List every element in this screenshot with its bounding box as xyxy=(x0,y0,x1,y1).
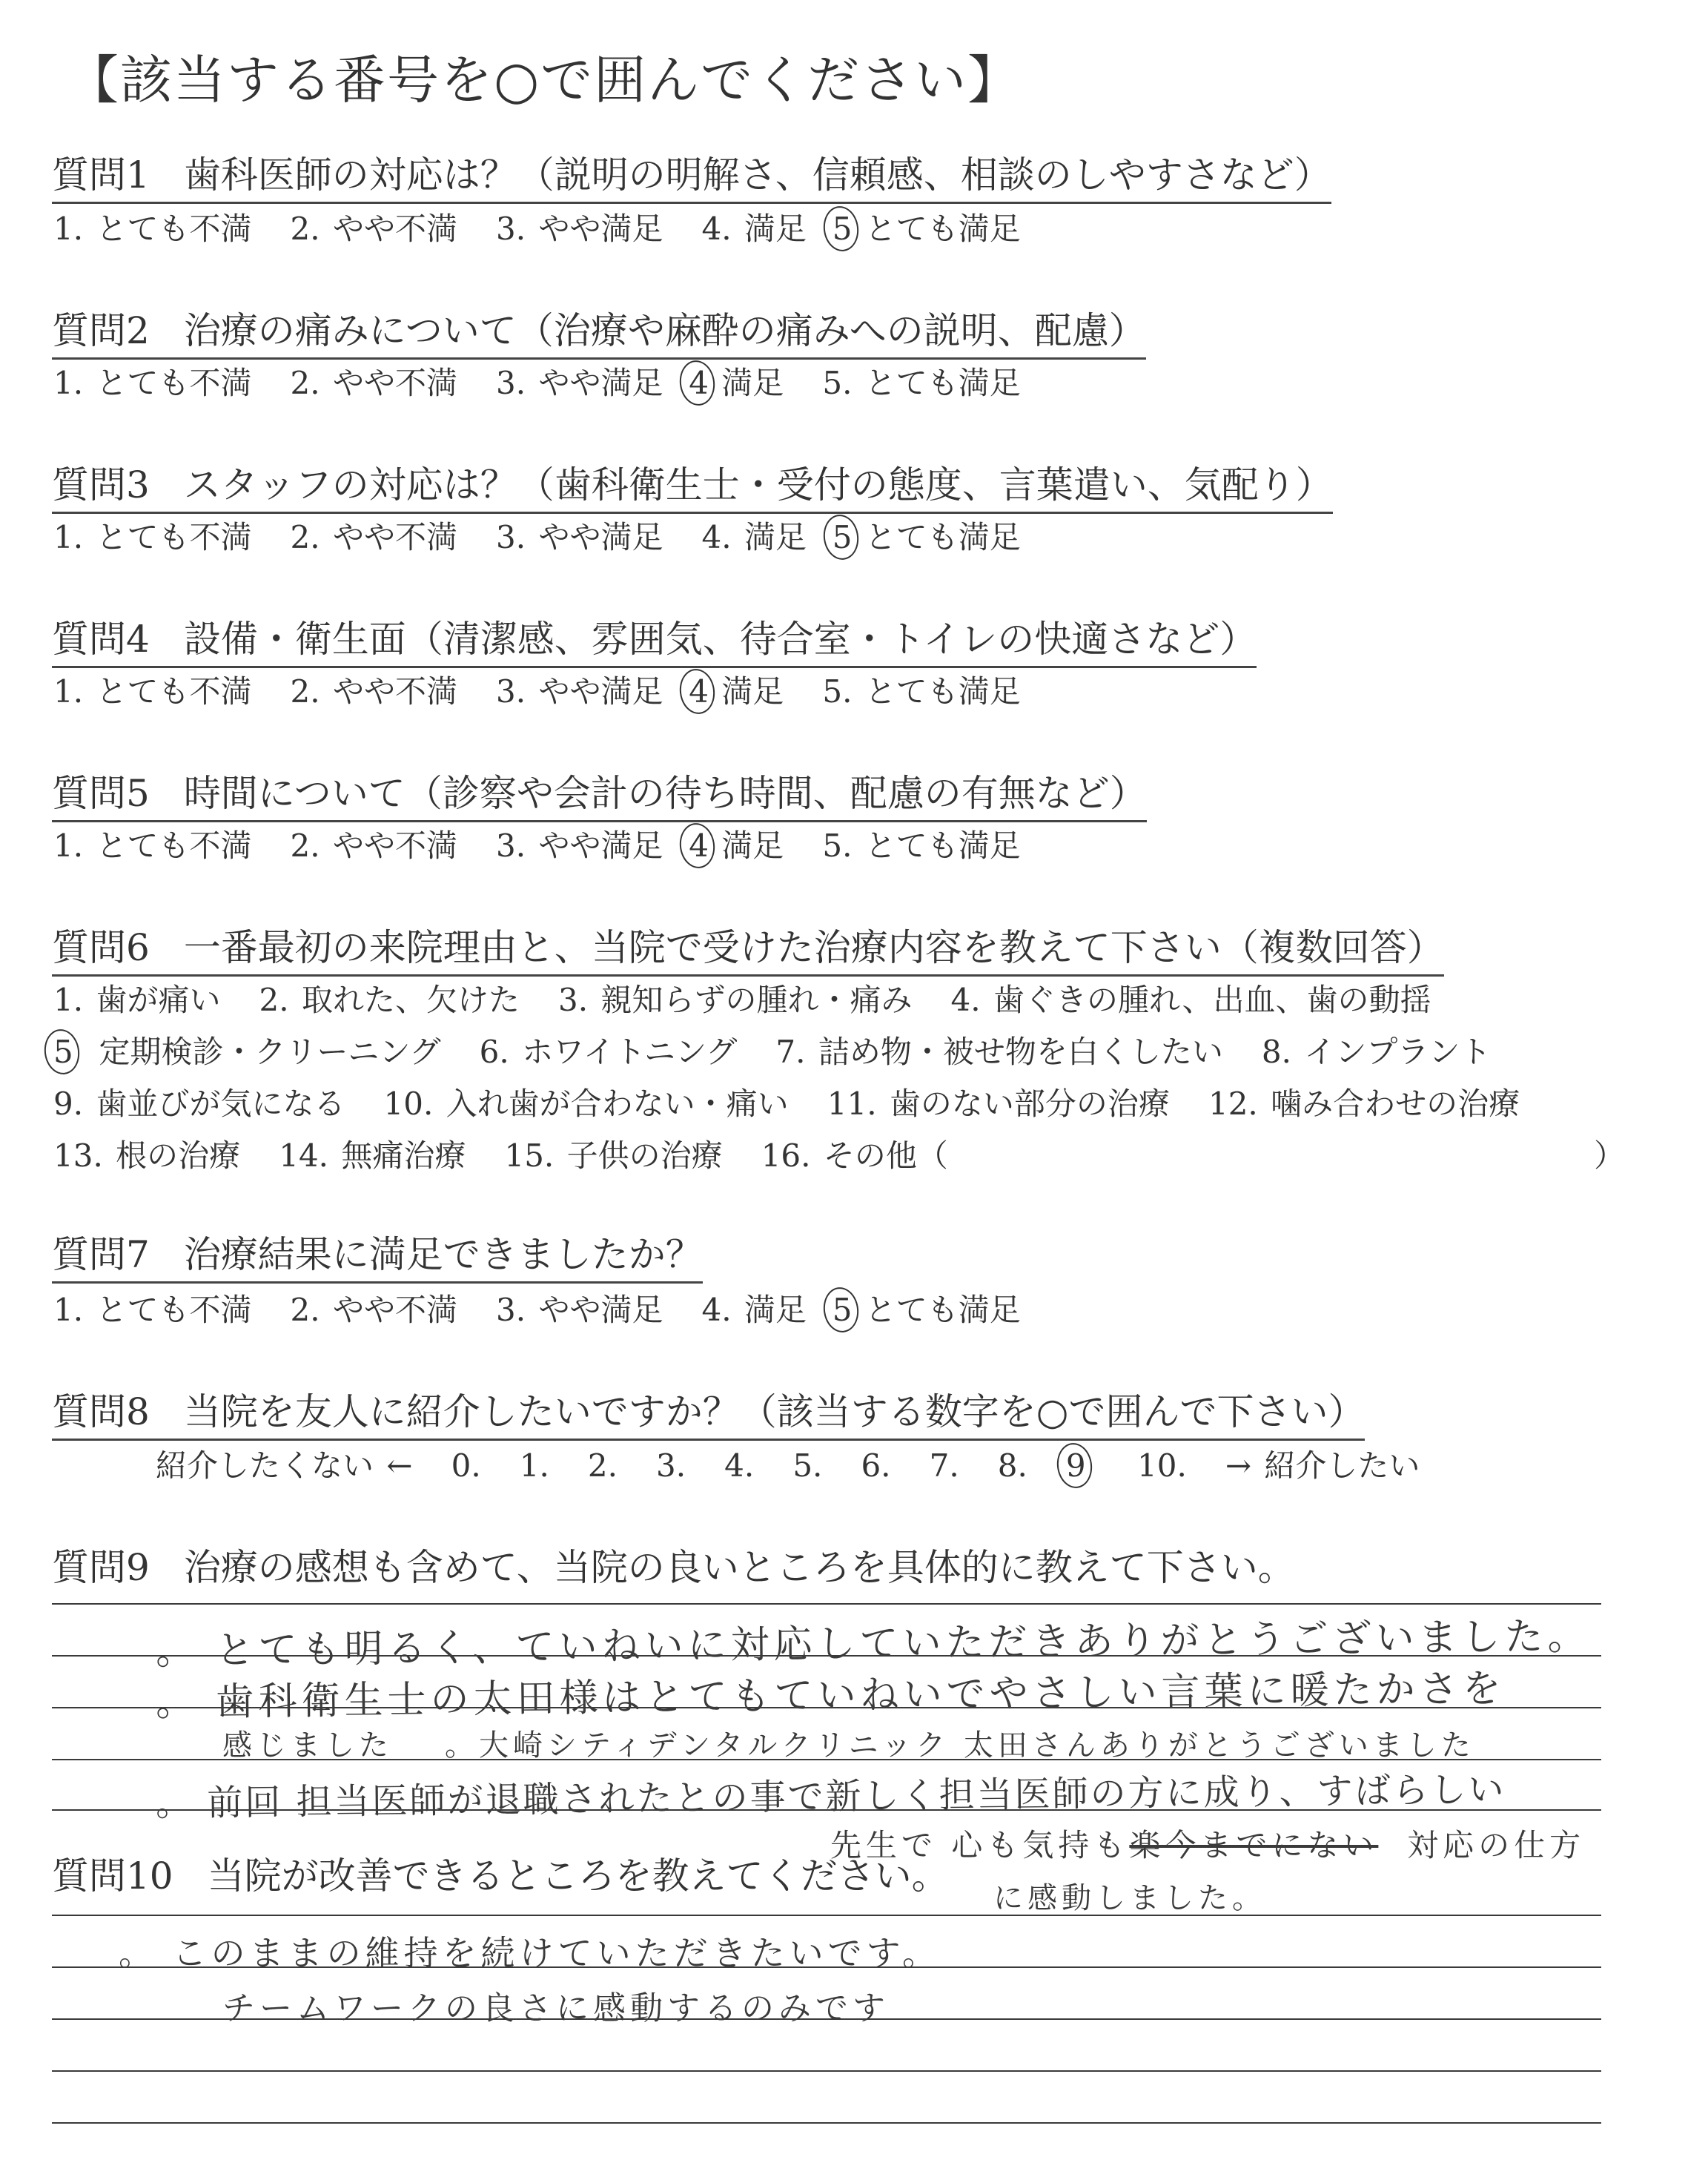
question-text: 治療の痛みについて（治療や麻酔の痛みへの説明、配慮） xyxy=(183,309,1146,352)
handwritten-answer-line: 。 歯科衛生士の太田様はとてもていねいでやさしい言葉に暖たかさを xyxy=(155,1666,1506,1725)
question-7 xyxy=(52,1225,703,1284)
answer-line xyxy=(52,1915,1601,1916)
answer-line xyxy=(52,1603,1601,1605)
q6-options-row-1: 1. 歯が痛い 2. 取れた、欠けた 3. 親知らずの腫れ・痛み 4. 歯ぐきの腫れ、出血、歯の動揺 xyxy=(53,982,1431,1018)
q6-paren-close: ） xyxy=(1594,1137,1626,1174)
question-number: 質問3 xyxy=(52,463,150,506)
question-text: 治療の感想も含めて、当院の良いところを具体的に教えて下さい。 xyxy=(183,1546,1295,1589)
question-number: 質問8 xyxy=(52,1390,150,1433)
q1-options: 1. とても不満 2. やや不満 3. やや満足 4. 満足 5 とても満足 xyxy=(53,211,1021,247)
question-number: 質問6 xyxy=(52,926,150,969)
answer-line xyxy=(52,2070,1601,2072)
handwritten-answer-line: 。 このままの維持を続けていただきたいです。 xyxy=(119,1933,941,1973)
q6-options-row-3: 9. 歯並びが気になる 10. 入れ歯が合わない・痛い 11. 歯のない部分の治療 12. 噛み合わせの治療 xyxy=(53,1086,1520,1122)
handwritten-answer-line: 。大崎シティデンタルクリニック 太田さんありがとうございました xyxy=(445,1728,1475,1763)
handwritten-answer-line: 先生で 心も気持も楽今までにない 対応の仕方 xyxy=(830,1827,1586,1863)
question-text: 一番最初の来院理由と、当院で受けた治療内容を教えて下さい（複数回答） xyxy=(183,926,1444,969)
question-number: 質問1 xyxy=(52,153,150,196)
q7-options: 1. とても不満 2. やや不満 3. やや満足 4. 満足 5 とても満足 xyxy=(53,1292,1021,1328)
question-text: 設備・衛生面（清潔感、雰囲気、待合室・トイレの快適さなど） xyxy=(183,618,1257,661)
question-4 xyxy=(52,610,1257,668)
question-text: スタッフの対応は？（歯科衛生士・受付の態度、言葉遣い、気配り） xyxy=(183,463,1333,506)
answer-line xyxy=(52,2122,1601,2124)
q6-options-row-2: 5 定期検診・クリーニング 6. ホワイトニング 7. 詰め物・被せ物を白くしたい 8. インプラント xyxy=(53,1034,1492,1070)
question-text: 時間について（診察や会計の待ち時間、配慮の有無など） xyxy=(183,772,1147,815)
q5-options: 1. とても不満 2. やや不満 3. やや満足 4 満足 5. とても満足 xyxy=(53,828,1021,864)
q3-options: 1. とても不満 2. やや不満 3. やや満足 4. 満足 5 とても満足 xyxy=(53,519,1021,555)
circled-answer[interactable]: 4 xyxy=(689,673,709,710)
circled-answer[interactable]: 5 xyxy=(832,1292,853,1328)
question-2 xyxy=(52,301,1146,360)
q2-options: 1. とても不満 2. やや不満 3. やや満足 4 満足 5. とても満足 xyxy=(53,365,1021,401)
circled-answer[interactable]: 4 xyxy=(689,365,709,401)
circled-answer[interactable]: 9 xyxy=(1065,1447,1086,1484)
q6-options-row-4: 13. 根の治療 14. 無痛治療 15. 子供の治療 16. その他（ xyxy=(53,1137,948,1174)
question-text: 歯科医師の対応は？（説明の明解さ、信頼感、相談のしやすさなど） xyxy=(183,153,1331,196)
q8-scale: 紹介したくない ← 0. 1. 2. 3. 4. 5. 6. 7. 8. 9 10. → 紹介したい xyxy=(156,1447,1420,1484)
question-number: 質問5 xyxy=(52,772,150,815)
question-3 xyxy=(52,455,1333,514)
question-text: 当院を友人に紹介したいですか？（該当する数字を○で囲んで下さい） xyxy=(183,1390,1366,1433)
circled-answer[interactable]: 4 xyxy=(689,828,709,864)
question-5 xyxy=(52,764,1147,822)
question-number: 質問10 xyxy=(52,1855,173,1898)
question-1 xyxy=(52,145,1331,204)
handwritten-answer-line: チームワークの良さに感動するのみです xyxy=(222,1989,890,2027)
question-number: 質問9 xyxy=(52,1546,150,1589)
question-9 xyxy=(52,1538,1295,1594)
question-text: 治療結果に満足できましたか？ xyxy=(183,1233,703,1276)
handwritten-answer-line: 。 前回 担当医師が退職されたとの事で新しく担当医師の方に成り、すばらしい xyxy=(155,1768,1506,1825)
question-text: 当院が改善できるところを教えてください。 xyxy=(207,1855,949,1898)
question-number: 質問2 xyxy=(52,309,150,352)
question-6 xyxy=(52,918,1444,977)
question-10 xyxy=(52,1846,949,1903)
handwritten-answer-line: 。 とても明るく、ていねいに対応していただきありがとうございました。 xyxy=(155,1614,1591,1674)
question-number: 質問7 xyxy=(52,1233,150,1276)
circled-answer[interactable]: 5 xyxy=(832,519,853,555)
question-number: 質問4 xyxy=(52,618,150,661)
page-title: 【該当する番号を○で囲んでください】 xyxy=(67,50,1022,110)
handwritten-answer-line: に感動しました。 xyxy=(993,1881,1266,1915)
question-8 xyxy=(52,1382,1365,1441)
q4-options: 1. とても不満 2. やや不満 3. やや満足 4 満足 5. とても満足 xyxy=(53,673,1021,710)
handwritten-answer-line: 感じました xyxy=(222,1728,393,1763)
circled-answer[interactable]: 5 xyxy=(53,1034,73,1070)
circled-answer[interactable]: 5 xyxy=(832,211,853,247)
